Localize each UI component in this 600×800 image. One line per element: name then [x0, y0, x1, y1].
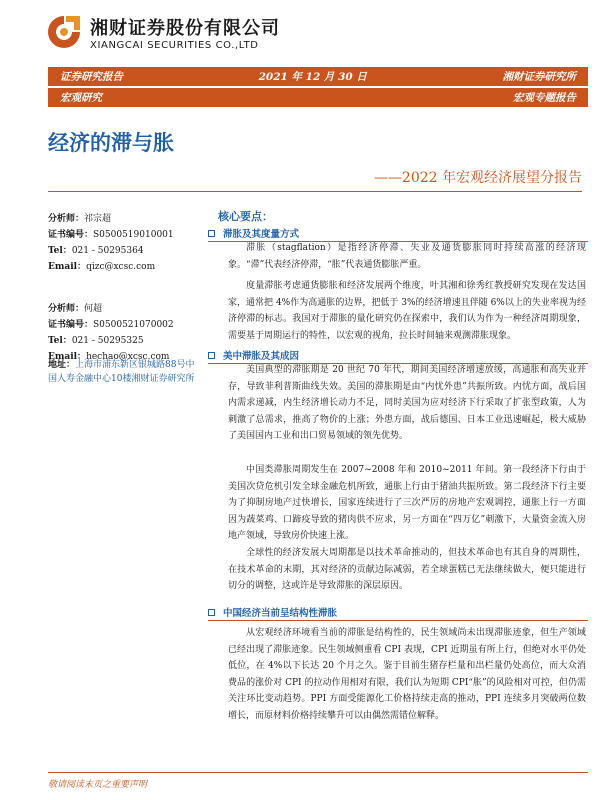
paragraph: 全球性的经济发展大周期都是以技术革命推动的，但技术革命也有其自身的周期性，在技术革命的末期，其对经济的贡献边际减弱，若全球蛋糕已无法继续做大，便只能进行切分的调整，这或许是导致滞胀的深层原因。 [228, 548, 586, 592]
section-heading: 滞胀及其度量方式 [208, 226, 588, 240]
report-category-bar [48, 88, 588, 107]
analyst-tel: 021 - 50295325 [71, 336, 144, 346]
analyst-email-label: Email： [48, 352, 87, 362]
analyst-cert-label: 证书编号： [48, 230, 94, 240]
report-subtitle: ——2022 年宏观经济展望分报告 [373, 170, 582, 186]
subtitle-divider [48, 191, 582, 192]
key-points-title: 核心要点： [218, 210, 273, 223]
research-institute: 湘财证券研究所 [502, 71, 576, 83]
analyst-tel-label: Tel： [48, 336, 72, 346]
checkbox-square-icon [208, 609, 215, 616]
analyst-cert: S0500521070002 [93, 320, 174, 330]
xiangcai-logo-icon [44, 12, 84, 52]
paragraph: 度量滞胀考虑通货膨胀和经济发展两个维度，叶其湘和徐秀红教授研究发现在发达国家，通常把 4%作为高通胀的边界，把低于 3%的经济增速且伴随 6%以上的失业率视为经济停滞的标志。我国对于滞胀的量化研究仍在探索中，我们认为作为一种经济周期现象，需要基于周期运行的特性，以宏观的视角，拉长时间轴来观测滞胀现象。 [228, 281, 586, 341]
footer-divider [48, 772, 588, 773]
analyst-name: 祁宗超 [84, 214, 112, 224]
address-block [48, 358, 198, 386]
footer-disclaimer: 敬请阅读末页之重要声明 [48, 780, 148, 790]
checkbox-square-icon [208, 352, 215, 359]
checkbox-square-icon [208, 230, 215, 237]
analyst-tel: 021 - 50295364 [71, 246, 144, 256]
paragraph: 美国典型的滞胀期是 20 世纪 70 年代，期间美国经济增速放缓，高通胀和高失业并存，导致菲利普斯曲线失效。美国的滞胀期是由“内忧外患”共振所致。内忧方面，战后国内需求递减，内生经济增长动力不足，同时美国为应对经济下行采取了扩张型政策，人为刺激了总需求，推高了物价的上涨；外患方面，战后德国、日本工业迅速崛起，极大威胁了美国国内工业和出口贸易领域的领先优势。 [228, 365, 586, 442]
company-name-en: XIANGCAI SECURITIES CO.,LTD [90, 40, 259, 51]
analyst-name: 何超 [84, 304, 103, 314]
analyst-card [48, 301, 174, 365]
analyst-tel-label: Tel： [48, 246, 72, 256]
research-category: 宏观研究 [60, 92, 102, 104]
paragraph: 滞胀（stagflation）是指经济停滞、失业及通货膨胀同时持续高涨的经济现象。“滞”代表经济停滞，“胀”代表通货膨胀严重。 [228, 243, 586, 270]
analyst-email[interactable]: qizc@xcsc.com [86, 262, 156, 272]
company-name-cn: 湘财证券股份有限公司 [90, 18, 280, 39]
analyst-name-label: 分析师： [48, 214, 85, 224]
section-heading: 中国经济当前呈结构性滞胀 [208, 605, 588, 619]
address-value: 上海市浦东新区银城路88号中国人寿金融中心10楼湘财证券研究所 [48, 360, 195, 384]
report-info-bar [48, 67, 588, 86]
section-heading: 美中滞胀及其成因 [208, 348, 588, 362]
analyst-cert-label: 证书编号： [48, 320, 94, 330]
report-title: 经济的滞与胀 [48, 131, 174, 155]
analyst-email-label: Email： [48, 262, 87, 272]
analyst-cert: S0500519010001 [93, 230, 174, 240]
analyst-card [48, 211, 174, 275]
paragraph: 中国类滞胀周期发生在 2007~2008 年和 2010~2011 年间。第一段经济下行由于美国次贷危机引发全球金融危机所致，通胀上行由于猪油共振所致。第二段经济下行主要为了抑制房地产过快增长，国家连续进行了三次严厉的房地产宏观调控，通胀上行一方面因为蔬菜鸡、口蹄疫导致的猪肉供不应求，另一方面在“四万亿”刺激下，大量资金流入房地产领域，导致房价快速上涨。 [228, 465, 586, 542]
report-date: 2021 年 12 月 30 日 [258, 71, 367, 83]
report-subcategory: 宏观专题报告 [513, 92, 576, 104]
analyst-email[interactable]: hechao@xcsc.com [86, 352, 170, 362]
analyst-name-label: 分析师： [48, 304, 85, 314]
address-label: 地址： [48, 360, 76, 370]
report-type: 证券研究报告 [60, 71, 123, 83]
paragraph: 从宏观经济环境看当前的滞胀是结构性的，民生领域尚未出现滞胀迹象，但生产领域已经出现了滞胀迹象。民生领域侧重看 CPI 表现，CPI 近期虽有所上行，但绝对水平仍处低位，在 4%以下长达 20 个月之久。鉴于目前生猪存栏量和出栏量仍处高位，而大众消费品的涨价对 CPI 的拉动作用相对有限，我们认为短期 CPI“胀”的风险相对可控，但仍需关注环比变动趋势。PPI 方面受能源化工价格持续走高的推动，PPI 连续多月突破两位数增长，而原材料价格持续攀升可以由偶然需错位解释。 [228, 628, 586, 721]
